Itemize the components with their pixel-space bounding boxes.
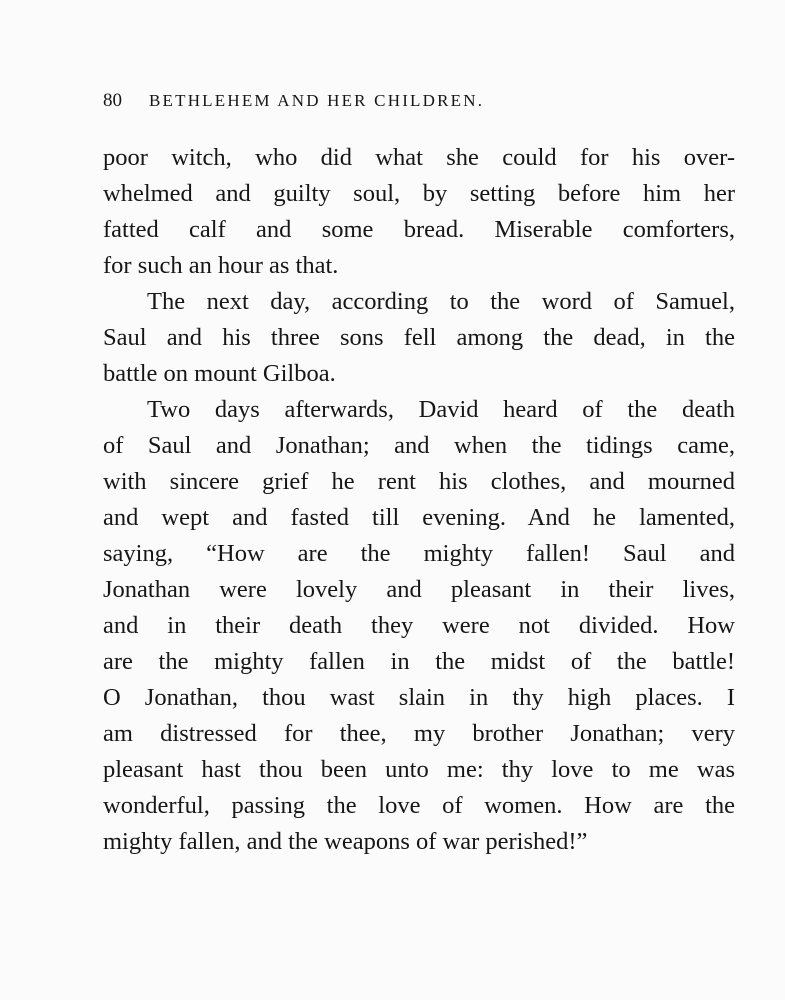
text-line: and wept and fasted till evening. And he lamented, — [103, 504, 735, 531]
text-line: for such an hour as that. — [103, 252, 339, 279]
text-line: whelmed and guilty soul, by setting before him her — [103, 180, 735, 207]
page-number: 80 — [103, 90, 122, 111]
text-line: Two days afterwards, David heard of the death — [147, 396, 735, 423]
text-line: and in their death they were not divided. How — [103, 612, 735, 639]
text-line: mighty fallen, and the weapons of war perished!” — [103, 828, 588, 855]
text-line: Jonathan were lovely and pleasant in their lives, — [103, 576, 735, 603]
text-line: The next day, according to the word of Samuel, — [147, 288, 735, 315]
text-line: are the mighty fallen in the midst of the battle! — [103, 648, 735, 675]
text-line: saying, “How are the mighty fallen! Saul and — [103, 540, 735, 567]
paragraph — [103, 284, 735, 392]
text-line: battle on mount Gilboa. — [103, 360, 336, 387]
page-body — [103, 140, 735, 860]
running-title: BETHLEHEM AND HER CHILDREN. — [149, 91, 485, 110]
paragraph — [103, 392, 735, 860]
text-line: am distressed for thee, my brother Jonathan; very — [103, 720, 735, 747]
text-line: poor witch, who did what she could for his over- — [103, 144, 735, 171]
text-line: fatted calf and some bread. Miserable comforters, — [103, 216, 735, 243]
paragraph — [103, 140, 735, 284]
text-line: with sincere grief he rent his clothes, and mourned — [103, 468, 735, 495]
text-line: of Saul and Jonathan; and when the tidings came, — [103, 432, 735, 459]
text-line: O Jonathan, thou wast slain in thy high places. I — [103, 684, 735, 711]
text-line: wonderful, passing the love of women. How are the — [103, 792, 735, 819]
text-line: Saul and his three sons fell among the dead, in the — [103, 324, 735, 351]
text-line: pleasant hast thou been unto me: thy love to me was — [103, 756, 735, 783]
